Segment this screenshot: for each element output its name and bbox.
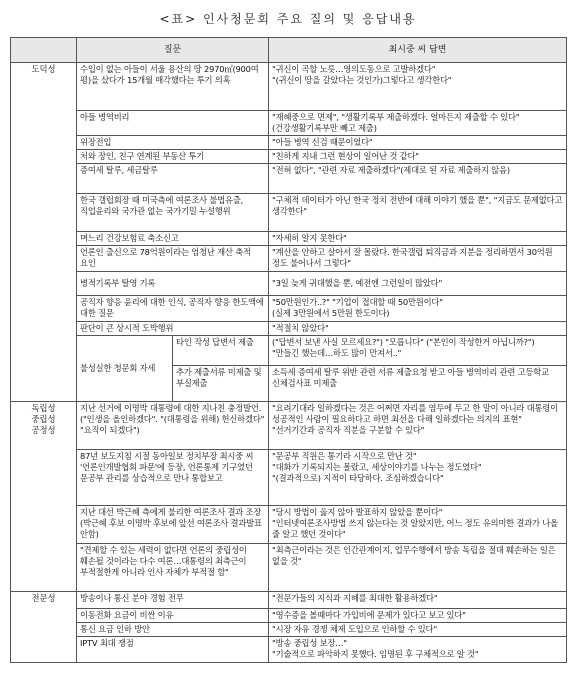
answer-cell: "3일 늦게 귀대했을 뿐, 예전엔 그런일이 많았다" bbox=[269, 272, 567, 296]
answer-cell: 소득세 증여세 탈루 위반 관련 서류 제출요청 받고 아들 병역비리 관련 고등학교 신체검사표 미제출 bbox=[269, 366, 567, 402]
answer-text: "방송 중립성 보장…" "기술적으로 파악하지 못했다. 임명된 후 구체적으로 알 것" bbox=[272, 638, 479, 659]
question-cell: "견제할 수 있는 세력이 없다면 언론의 중립성이 훼손될 것이라는 다수 여론…대통령의 최측근이 부적절한게 아니라 인사 자체가 부적절 함" bbox=[77, 544, 269, 592]
question-cell: 아들 병역비리 bbox=[77, 111, 269, 136]
answer-cell bbox=[269, 450, 567, 506]
question-cell: 불성실한 청문회 자세 bbox=[77, 336, 173, 402]
table-row bbox=[11, 592, 567, 609]
table-row bbox=[11, 623, 567, 637]
answer-cell: "자세히 알지 못한다" bbox=[269, 232, 567, 246]
hearing-qa-table bbox=[10, 37, 567, 663]
table-row bbox=[11, 246, 567, 272]
answer-cell: "구체적 데이터가 아닌 한국 정치 전반에 대해 이야기 했을 뿐", "지금도 문제없다고 생각한다" bbox=[269, 194, 567, 232]
table-row bbox=[11, 111, 567, 136]
answer-cell bbox=[269, 637, 567, 663]
answer-cell: "시장 자유 경쟁 체제 도입으로 인하할 수 있다" bbox=[269, 623, 567, 637]
answer-text: "귀신이 곡할 노릇…영의도동으로 고발하겠다" "(귀신이 땅을 갈았다는 것인가)그렇다고 생각한다" bbox=[272, 64, 452, 85]
answer-cell bbox=[269, 506, 567, 544]
table-row bbox=[11, 402, 567, 450]
header-answer: 최시중 씨 답변 bbox=[269, 38, 567, 63]
document-title: <표> 인사청문회 주요 질의 및 응답내용 bbox=[159, 12, 417, 26]
question-cell: 위장전입 bbox=[77, 136, 269, 150]
header-question: 질문 bbox=[77, 38, 269, 63]
question-cell: 판단이 큰 상시적 도박행위 bbox=[77, 322, 269, 336]
sub-question-cell: 타인 작성 답변서 제출 bbox=[173, 336, 269, 366]
answer-cell: "전혀 없다", "관련 자료 제출하겠다"(제대로 된 자료 제출하지 않음) bbox=[269, 164, 567, 194]
answer-cell: "아들 병역 신검 때문이었다" bbox=[269, 136, 567, 150]
category-text: 독립성 중립성 공정성 bbox=[31, 403, 56, 435]
question-cell: 지난 대선 박근혜 측에게 불리한 여론조사 결과 조장(박근혜 후보 이명박 후보에 앞선 여론조사 결과발표 안함) bbox=[77, 506, 269, 544]
question-cell: 87년 보도지침 시절 동아일보 정치부장 최시중 씨 '언론인개발협회 파문'에 등장, 언론통제 기구였던 문공부 관리를 상습적으로 만나 통합보고 bbox=[77, 450, 269, 506]
answer-text: "50만원인가..?" "기업이 접대할 때 50만원이다" (실제 3만원에서 5만원 한도이다) bbox=[272, 297, 443, 318]
table-row bbox=[11, 336, 567, 366]
table-row bbox=[11, 544, 567, 592]
question-cell: IPTV 최대 쟁점 bbox=[77, 637, 269, 663]
answer-cell bbox=[269, 63, 567, 111]
table-row bbox=[11, 232, 567, 246]
table-row bbox=[11, 194, 567, 232]
table-header-row bbox=[11, 38, 567, 63]
question-cell: 증여세 탈루, 세금탈루 bbox=[77, 164, 269, 194]
table-row bbox=[11, 450, 567, 506]
question-cell: 며느리 건강보험료 축소신고 bbox=[77, 232, 269, 246]
table-row bbox=[11, 63, 567, 111]
answer-text: "문공부 직원은 통기라 시작으로 만난 것" "대화가 기록되지는 몰랐고, 세상이야기를 나누는 정도였다" "(결과적으로) 지적이 타당하다. 조심하겠습니다" bbox=[272, 451, 482, 483]
category-cell: 도덕성 bbox=[11, 63, 77, 402]
table-row bbox=[11, 272, 567, 296]
category-cell: 전문성 bbox=[11, 592, 77, 663]
question-cell: 통신 요금 인하 방안 bbox=[77, 623, 269, 637]
table-row bbox=[11, 136, 567, 150]
question-cell: 지난 선거에 이명박 대통령에 대한 지나친 충정발언. ("인생을 올인하겠다". "(대통령을 위해) 헌신하겠다" "요직이 되겠다") bbox=[77, 402, 269, 450]
question-cell: 병적기록부 탈영 기록 bbox=[77, 272, 269, 296]
table-row bbox=[11, 150, 567, 164]
question-cell: 수입이 없는 아들이 서울 용산의 땅 2970㎡(900여 평)을 샀다가 15개월 매각했다는 투기 의혹 bbox=[77, 63, 269, 111]
question-cell: 언론인 출신으로 78억원이라는 엄청난 재산 축적 요인 bbox=[77, 246, 269, 272]
question-cell: 이동전화 요금이 비싼 이유 bbox=[77, 609, 269, 623]
answer-text: "당시 방법이 옳지 않아 발표하지 않았을 뿐이다" "인터넷여론조사방법 쓰지 않는다는 것 알았지만, 어느 정도 유의미한 결과가 나올 줄 알고 했던 것이다" bbox=[272, 507, 558, 539]
table-row bbox=[11, 322, 567, 336]
table-row bbox=[11, 164, 567, 194]
header-category bbox=[11, 38, 77, 63]
question-cell: 공직자 향응 윤리에 대한 인식, 공직자 향응 한도액에 대한 질문 bbox=[77, 296, 269, 322]
answer-cell: "친하게 지내 그런 현상이 일어난 것 같다" bbox=[269, 150, 567, 164]
answer-cell: "적절치 않았다" bbox=[269, 322, 567, 336]
question-cell: 한국 갤럽회장 때 미국측에 여론조사 불법유출, 직업윤리와 국가관 없는 국가기밀 누설행위 bbox=[77, 194, 269, 232]
answer-cell: "계산을 안하고 살아서 잘 몰랐다. 한국갤럽 퇴직금과 지분을 정리하면서 30억원 정도 불어나서 그렇다" bbox=[269, 246, 567, 272]
sub-question-cell: 추가 제출서류 미제출 및 부실제출 bbox=[173, 366, 269, 402]
question-cell: 처와 장인, 친구 연계된 부동산 투기 bbox=[77, 150, 269, 164]
answer-cell: "전문가들의 지식과 지혜를 최대한 활용하겠다" bbox=[269, 592, 567, 609]
table-row bbox=[11, 296, 567, 322]
question-cell: 방송이나 통신 분야 경험 전무 bbox=[77, 592, 269, 609]
table-row bbox=[11, 609, 567, 623]
answer-text: "요려기대라 일하겠다는 것은 어쩌면 자리를 염두에 두고 한 말이 아니라 대통령이 성공적인 사람이 필요하다고 하면 최선을 다해 일하겠다는 의지의 표현" "선거기간과 공직자 직분을 구분할 수 있다" bbox=[272, 403, 558, 435]
category-cell bbox=[11, 402, 77, 592]
answer-cell bbox=[269, 296, 567, 322]
answer-cell: "영수증을 볼때마다 가입비에 문제가 있다고 보고 있다" bbox=[269, 609, 567, 623]
table-row bbox=[11, 637, 567, 663]
answer-cell: ("답변서 보낸 사실 모르세요?") "모릅니다" ("본인이 작성한거 아닙니까?") "만들긴 했는데…하도 많이 만져서.." bbox=[269, 336, 567, 366]
answer-cell: "재혜중으로 면제", "생활기록부 제출하겠다. 얼마든지 제출할 수 있다" (건강생활기록부만 빼고 제출) bbox=[269, 111, 567, 136]
answer-cell: "최측근이라는 것은 인간관계이지, 업무수행에서 방송 독립을 절대 훼손하는 일은 없을 것" bbox=[269, 544, 567, 592]
answer-cell bbox=[269, 402, 567, 450]
table-row bbox=[11, 506, 567, 544]
